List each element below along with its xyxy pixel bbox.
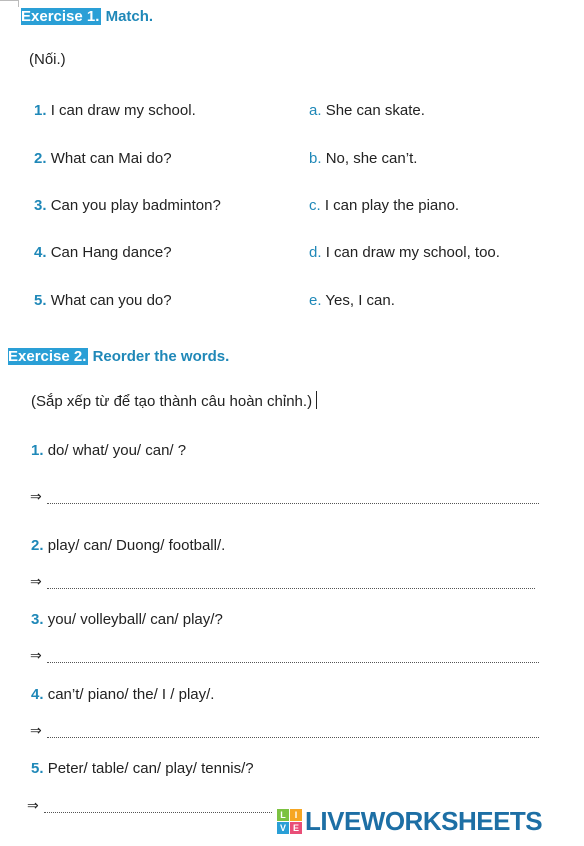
- reorder-item: [31, 537, 225, 554]
- item-number: 5.: [34, 292, 47, 309]
- item-number: 2.: [31, 537, 44, 554]
- match-right-item: [309, 150, 417, 167]
- answer-input[interactable]: [47, 494, 539, 506]
- match-right-item: [309, 244, 500, 261]
- item-letter: b.: [309, 150, 322, 167]
- item-text: I can draw my school.: [50, 102, 196, 119]
- exercise-1-heading: [21, 8, 153, 25]
- reorder-item: [31, 760, 254, 777]
- item-text: I can play the piano.: [324, 197, 460, 214]
- reorder-item: [31, 686, 214, 703]
- arrow-icon: ⇒: [27, 797, 39, 813]
- match-left-item: [34, 150, 172, 167]
- item-number: 4.: [34, 244, 47, 261]
- answer-row: [30, 647, 539, 663]
- item-letter: a.: [309, 102, 322, 119]
- exercise-2-heading: [8, 348, 229, 365]
- answer-line: [47, 650, 539, 663]
- logo-text: LIVEWORKSHEETS: [305, 806, 543, 836]
- logo-tiles-icon: [277, 809, 302, 834]
- match-right-item: [309, 197, 459, 214]
- item-text: She can skate.: [325, 102, 425, 119]
- item-text: I can draw my school, too.: [325, 244, 500, 261]
- item-text: Yes, I can.: [325, 292, 395, 309]
- reorder-item: [31, 611, 223, 628]
- item-text: What can Mai do?: [50, 150, 172, 167]
- exercise-2-label: Exercise 2.: [8, 348, 87, 365]
- item-text: play/ can/ Duong/ football/.: [47, 537, 226, 554]
- answer-input[interactable]: [44, 803, 272, 815]
- item-text: Can you play badminton?: [50, 197, 221, 214]
- text-cursor: [316, 391, 317, 409]
- logo-tile: E: [290, 822, 302, 834]
- exercise-2-title: Reorder the words.: [92, 348, 230, 365]
- arrow-icon: ⇒: [30, 488, 42, 504]
- item-letter: c.: [309, 197, 321, 214]
- answer-input[interactable]: [47, 728, 539, 740]
- match-left-item: [34, 102, 196, 119]
- answer-line: [44, 800, 272, 813]
- item-number: 1.: [31, 442, 44, 459]
- instruction-text: (Sắp xếp từ để tạo thành câu hoàn chỉnh.): [31, 393, 313, 410]
- answer-input[interactable]: [47, 653, 539, 665]
- item-number: 3.: [31, 611, 44, 628]
- exercise-1-instruction: (Nối.): [29, 51, 66, 68]
- item-text: do/ what/ you/ can/ ?: [47, 442, 187, 459]
- logo-tile: I: [290, 809, 302, 821]
- item-number: 4.: [31, 686, 44, 703]
- arrow-icon: ⇒: [30, 647, 42, 663]
- item-number: 1.: [34, 102, 47, 119]
- arrow-icon: ⇒: [30, 573, 42, 589]
- liveworksheets-logo: [277, 808, 542, 834]
- item-letter: e.: [309, 292, 322, 309]
- exercise-2-instruction: [31, 391, 317, 410]
- item-text: What can you do?: [50, 292, 172, 309]
- answer-line: [47, 725, 539, 738]
- item-letter: d.: [309, 244, 322, 261]
- exercise-1-label: Exercise 1.: [21, 8, 100, 25]
- match-right-item: [309, 292, 395, 309]
- answer-row: [30, 722, 539, 738]
- reorder-item: [31, 442, 186, 459]
- answer-input[interactable]: [47, 579, 535, 591]
- logo-tile: L: [277, 809, 289, 821]
- item-text: can’t/ piano/ the/ I / play/.: [47, 686, 215, 703]
- item-number: 5.: [31, 760, 44, 777]
- item-number: 2.: [34, 150, 47, 167]
- item-text: Peter/ table/ can/ play/ tennis/?: [47, 760, 254, 777]
- item-number: 3.: [34, 197, 47, 214]
- logo-tile: V: [277, 822, 289, 834]
- answer-line: [47, 491, 539, 504]
- arrow-icon: ⇒: [30, 722, 42, 738]
- answer-row: [27, 797, 272, 813]
- page-corner-marker: [0, 0, 19, 7]
- answer-row: [30, 488, 539, 504]
- item-text: Can Hang dance?: [50, 244, 172, 261]
- item-text: you/ volleyball/ can/ play/?: [47, 611, 223, 628]
- match-left-item: [34, 292, 172, 309]
- answer-line: [47, 576, 535, 589]
- match-left-item: [34, 197, 221, 214]
- match-left-item: [34, 244, 172, 261]
- item-text: No, she can’t.: [325, 150, 418, 167]
- exercise-1-title: Match.: [105, 8, 154, 25]
- match-right-item: [309, 102, 425, 119]
- answer-row: [30, 573, 535, 589]
